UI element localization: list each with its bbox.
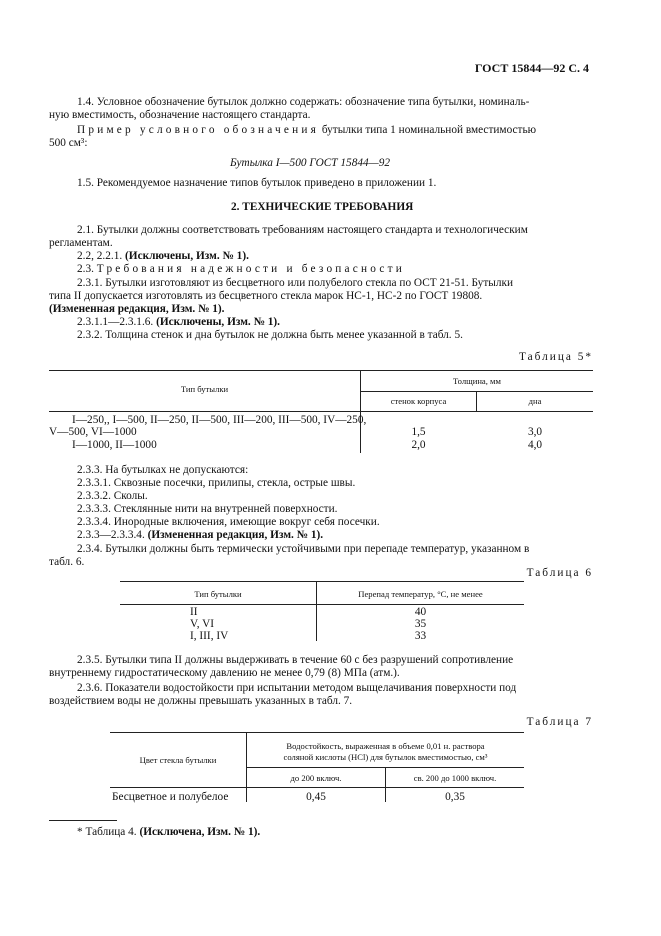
paragraph-2-3-5-line2: внутреннему гидростатическому давлению не менее 0,79 (8) МПа (атм.).	[49, 667, 400, 679]
table6-caption: Таблица 6	[526, 567, 593, 579]
paragraph-2-3-3-1: 2.3.3.1. Сквозные посечки, прилипы, стекла, острые швы.	[77, 477, 356, 489]
paragraph-2-3-3-3: 2.3.3.3. Стеклянные нити на внутренней поверхности.	[77, 503, 338, 515]
table5-row2-wall: 2,0	[411, 439, 426, 451]
table5-row2-bottom: 4,0	[527, 439, 543, 451]
footnote-rule	[49, 820, 117, 821]
table5-row1-type-l2: V—500, VI—1000	[49, 426, 137, 438]
table7-row1-color: Бесцветное и полубелое	[112, 791, 229, 803]
paragraph-2-3-3-2: 2.3.3.2. Сколы.	[77, 490, 148, 502]
table7-row1-v2: 0,35	[445, 791, 465, 803]
paragraph-2-3-1-1-note: (Исключены, Изм. № 1).	[156, 316, 280, 328]
paragraph-2-1-line2: регламентам.	[49, 237, 113, 249]
table6-col-type: Тип бутылки	[194, 589, 242, 599]
table7-header-rule	[110, 787, 524, 788]
page-header: ГОСТ 15844—92 С. 4	[474, 61, 589, 75]
paragraph-2-1-line1: 2.1. Бутылки должны соответствовать требованиям настоящего стандарта и технологическим	[77, 224, 528, 236]
paragraph-2-3	[77, 263, 405, 276]
designation-example: Бутылка I—500 ГОСТ 15844—92	[230, 157, 390, 169]
table7-col-color: Цвет стекла бутылки	[139, 755, 217, 765]
table6-row1-type: II	[190, 606, 198, 618]
example-text: бутылки типа 1 номинальной вместимостью	[321, 124, 537, 136]
table7-top-rule	[110, 732, 524, 733]
paragraph-2-3-1-1-number: 2.3.1.1—2.3.1.6.	[77, 316, 154, 328]
paragraph-2-3-5-line1: 2.3.5. Бутылки типа II должны выдерживать в течение 60 с без разрушений сопротивление	[77, 654, 514, 666]
paragraph-1-5: 1.5. Рекомендуемое назначение типов бутылок приведено в приложении 1.	[77, 177, 437, 189]
paragraph-2-3-3-range-number: 2.3.3—2.3.3.4.	[77, 529, 145, 541]
example-line2: 500 см³:	[49, 137, 88, 149]
paragraph-2-3-3-range	[77, 529, 323, 542]
paragraph-2-3-3: 2.3.3. На бутылках не допускаются:	[77, 464, 249, 476]
table7-col-200-1000: св. 200 до 1000 включ.	[413, 773, 497, 783]
paragraph-2-3-3-4: 2.3.3.4. Инородные включения, имеющие вокруг себя посечки.	[77, 516, 380, 528]
paragraph-2-3-1-line2: типа II допускается изготовлять из бесцветного стекла марок НС-1, НС-2 по ГОСТ 19808.	[49, 290, 483, 302]
table5-col-thickness: Толщина, мм	[453, 376, 501, 386]
example-label: Пример условного обозначения	[77, 124, 319, 136]
table6-row3-type: I, III, IV	[190, 630, 229, 642]
table5-col-wall: стенок корпуса	[390, 396, 447, 406]
paragraph-2-3-1-note: (Измененная редакция, Изм. № 1).	[49, 303, 225, 315]
table6-top-rule	[120, 581, 524, 582]
table5-subheader-rule	[361, 391, 593, 392]
paragraph-2-3-number: 2.3.	[77, 263, 94, 275]
footnote-number: * Таблица 4.	[77, 826, 137, 838]
paragraph-2-3-4-line2: табл. 6.	[49, 556, 85, 568]
paragraph-2-3-1-line1: 2.3.1. Бутылки изготовляют из бесцветного или полубелого стекла по ОСТ 21-51. Бутылки	[77, 277, 514, 289]
table6-header-rule	[120, 604, 524, 605]
paragraph-2-3-3-range-note: (Измененная редакция, Изм. № 1).	[147, 529, 324, 541]
table6-col-temp: Перепад температур, °С, не менее	[358, 589, 483, 599]
paragraph-2-3-6-line1: 2.3.6. Показатели водостойкости при испытании методом выщелачивания поверхности под	[77, 682, 517, 694]
section-title: 2. ТЕХНИЧЕСКИЕ ТРЕБОВАНИЯ	[231, 201, 414, 213]
table5-row1-bottom: 3,0	[527, 426, 543, 438]
table5-row2-type: I—1000, II—1000	[72, 439, 157, 451]
table5-col-type: Тип бутылки	[180, 384, 229, 394]
table7-col-water-l1: Водостойкость, выраженная в объеме 0,01 н. раствора	[286, 741, 485, 751]
table5-col-bottom: дна	[528, 396, 542, 406]
paragraph-2-2-note: (Исключены, Изм. № 1).	[125, 250, 249, 262]
table5-top-rule	[49, 370, 593, 371]
paragraph-1-4-line1: 1.4. Условное обозначение бутылок должно содержать: обозначение типа бутылки, номиналь-	[77, 96, 530, 108]
table7-row1-v1: 0,45	[306, 791, 326, 803]
table5-caption: Таблица 5*	[519, 351, 593, 363]
table7-col-upto200: до 200 включ.	[290, 773, 342, 783]
paragraph-2-3-2: 2.3.2. Толщина стенок и дна бутылок не должна быть менее указанной в табл. 5.	[77, 329, 463, 341]
paragraph-2-2-number: 2.2, 2.2.1.	[77, 250, 123, 262]
table6-row2-type: V, VI	[190, 618, 215, 630]
paragraph-2-3-4-line1: 2.3.4. Бутылки должны быть термически устойчивыми при перепаде температур, указанном в	[77, 543, 530, 555]
table5-header-rule	[49, 411, 593, 412]
paragraph-2-3-1-1	[77, 316, 280, 329]
table6-row3-temp: 33	[414, 630, 427, 642]
table7-caption: Таблица 7	[526, 716, 593, 728]
example-line	[77, 124, 536, 137]
paragraph-2-3-title: Требования надежности и безопасности	[96, 263, 405, 275]
paragraph-2-2	[77, 250, 249, 263]
table6-row2-temp: 35	[414, 618, 427, 630]
table5-row1-type-l1: I—250,, I—500, II—250, II—500, III—200, III—500, IV—250,	[72, 414, 367, 426]
paragraph-2-3-6-line2: воздействием воды не должны превышать указанных в табл. 7.	[49, 695, 353, 707]
paragraph-1-4-line2: ную вместимость, обозначение настоящего стандарта.	[49, 109, 311, 121]
table6-row1-temp: 40	[414, 606, 427, 618]
table7-col-water-l2: соляной кислоты (HCl) для бутылок вместимостью, см³	[283, 752, 488, 762]
footnote-note: (Исключена, Изм. № 1).	[139, 826, 261, 838]
footnote	[77, 826, 260, 839]
table5-row1-wall: 1,5	[411, 426, 426, 438]
